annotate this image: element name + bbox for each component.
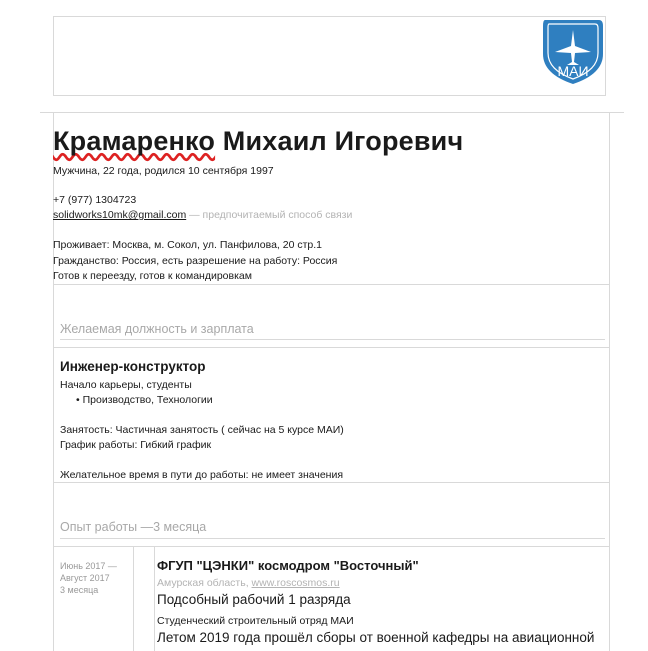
job-role: Подсобный рабочий 1 разряда (157, 592, 351, 607)
employment: Занятость: Частичная занятость ( сейчас на 5 курсе МАИ) (60, 424, 344, 436)
divider (53, 482, 609, 483)
logo-badge (539, 16, 607, 86)
experience-period: Июнь 2017 — Август 2017 3 месяца (60, 561, 117, 595)
citizenship: Гражданство: Россия, есть разрешение на работу: Россия (53, 255, 338, 267)
phone-number: +7 (977) 1304723 (53, 194, 137, 206)
bullet-icon: • (76, 394, 80, 406)
address: Проживает: Москва, м. Сокол, ул. Панфилова, 20 стр.1 (53, 239, 323, 251)
company-name: ФГУП "ЦЭНКИ" космодром "Восточный" (157, 558, 419, 573)
section-rule (60, 339, 605, 340)
personal-info: Мужчина, 22 года, родился 10 сентября 1997 (53, 165, 274, 177)
section-title-position: Желаемая должность и зарплата (60, 322, 254, 336)
divider (53, 284, 609, 285)
email-link[interactable]: solidworks10mk@gmail.com (53, 209, 187, 221)
job-description: Летом 2019 года прошёл сборы от военной кафедры на авиационной (157, 630, 595, 645)
company-location: Амурская область, www.roscosmos.ru (157, 577, 340, 589)
position-title: Инженер-конструктор (60, 359, 206, 374)
relocation: Готов к переезду, готов к командировкам (53, 270, 252, 282)
divider (53, 347, 609, 348)
given-names: Михаил Игоревич (222, 126, 464, 156)
section-rule (60, 538, 605, 539)
email-note: — предпочитаемый способ связи (189, 209, 353, 221)
email-row (53, 208, 352, 222)
divider (40, 112, 624, 113)
right-border (609, 112, 610, 651)
section-title-experience: Опыт работы —3 месяца (60, 520, 207, 534)
surname: Крамаренко (53, 126, 216, 156)
divider (53, 546, 609, 547)
column-divider (154, 546, 155, 651)
specialization-item: • Производство, Технологии (76, 394, 213, 406)
header-box (53, 16, 606, 96)
mai-logo-icon (539, 16, 607, 86)
job-detail: Студенческий строительный отряд МАИ (157, 615, 354, 627)
commute: Желательное время в пути до работы: не имеет значения (60, 469, 344, 481)
logo-text: МАИ (557, 63, 589, 79)
specialization: Начало карьеры, студенты (60, 379, 192, 391)
candidate-name (53, 126, 463, 157)
column-divider (133, 546, 134, 651)
company-site-link[interactable]: www.roscosmos.ru (251, 577, 340, 589)
schedule: График работы: Гибкий график (60, 439, 212, 451)
